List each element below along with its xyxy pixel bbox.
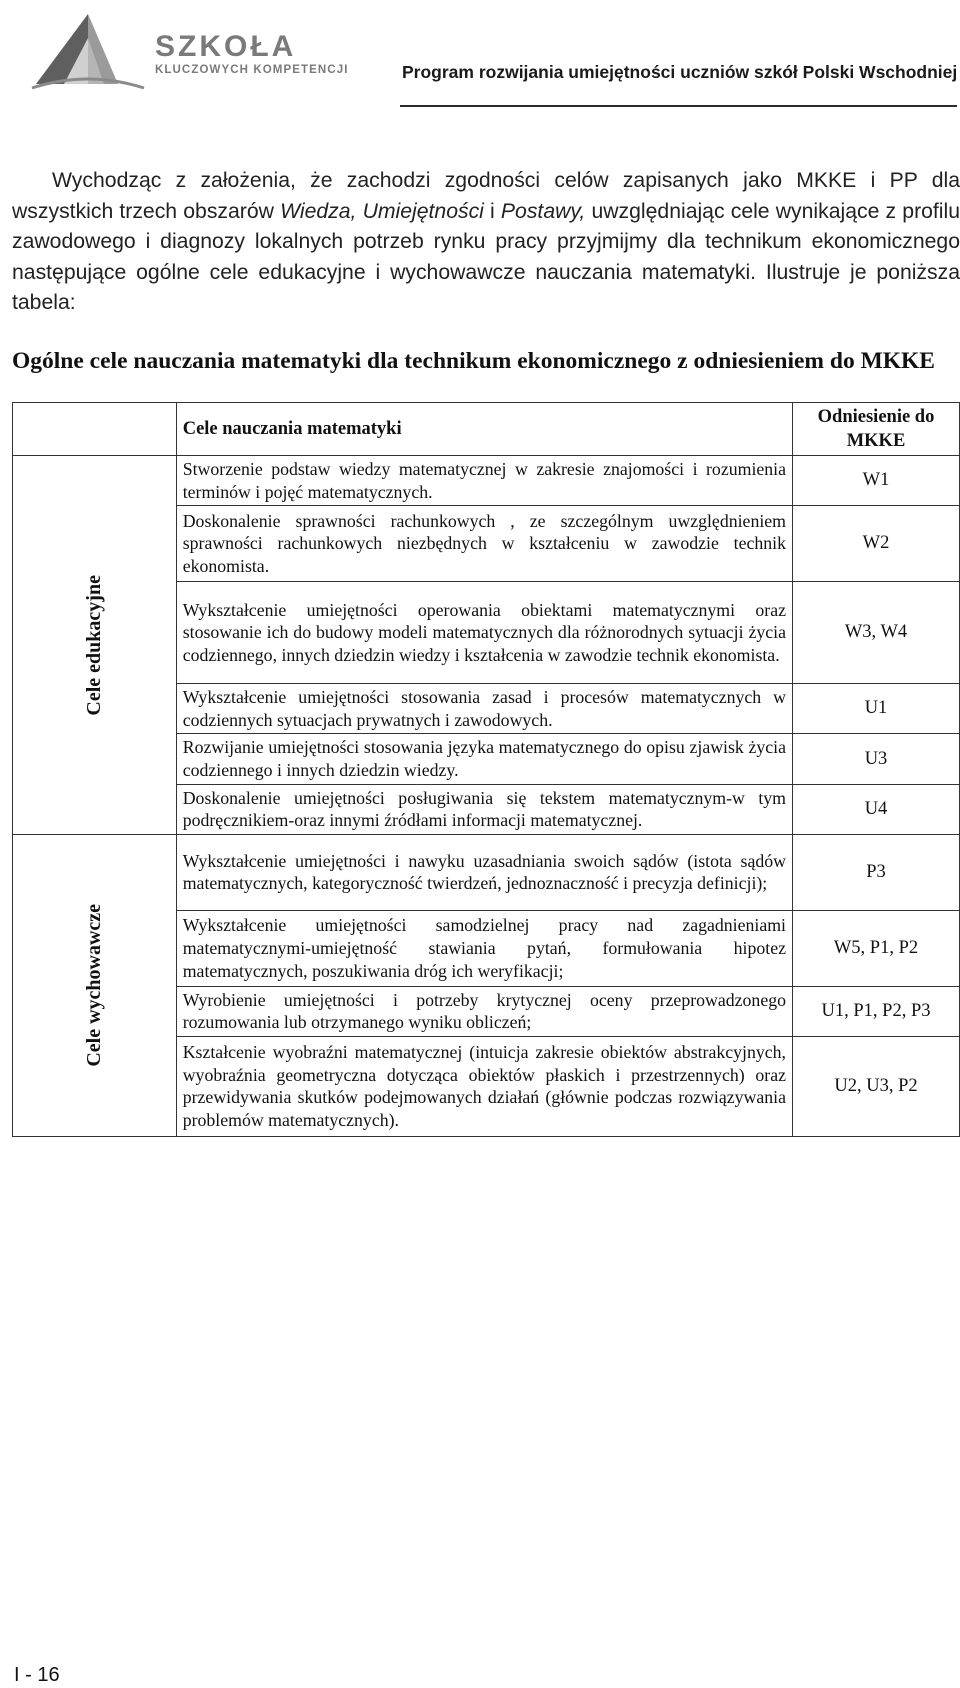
intro-and: i	[483, 199, 501, 223]
row-text: Wyrobienie umiejętności i potrzeby krytycznej oceny przeprowadzonego rozumowania lub otrzymanego wyniku obliczeń;	[176, 986, 792, 1036]
row-text: Stworzenie podstaw wiedzy matematycznej w zakresie znajomości i rozumienia terminów i pojęć matematycznych.	[176, 456, 792, 506]
header-divider	[400, 105, 957, 107]
row-ref: W3, W4	[793, 582, 960, 684]
row-ref: U1	[793, 684, 960, 734]
row-ref: U4	[793, 784, 960, 834]
intro-text-part1: Wychodząc z założenia, że zachodzi zgodności celów zapisanych jako MKKE i PP dla wszystkich trzech obszarów	[12, 169, 960, 223]
row-text: Doskonalenie umiejętności posługiwania się tekstem matematycznym-w tym podręcznikiem-oraz innymi źródłami informacji matematycznej.	[176, 784, 792, 834]
table-row	[13, 456, 960, 506]
table-title: Ogólne cele nauczania matematyki dla technikum ekonomicznego z odniesieniem do MKKE	[12, 348, 935, 374]
program-name: Program rozwijania umiejętności uczniów szkół Polski Wschodniej	[402, 62, 958, 82]
row-ref: W1	[793, 456, 960, 506]
row-ref: P3	[793, 834, 960, 910]
group-edu-label: Cele edukacyjne	[83, 574, 106, 716]
group-upb-cell	[13, 834, 177, 1136]
header-ref: Odniesienie do MKKE	[793, 403, 960, 456]
goals-table	[12, 402, 960, 1137]
logo-title: SZKOŁA	[155, 30, 297, 63]
intro-areas: Wiedza, Umiejętności	[280, 199, 484, 223]
row-ref: U1, P1, P2, P3	[793, 986, 960, 1036]
table-corner-cell	[13, 403, 177, 456]
table-header-row	[13, 403, 960, 456]
row-ref: U3	[793, 734, 960, 784]
logo-subtitle: KLUCZOWYCH KOMPETENCJI	[155, 64, 349, 76]
intro-paragraph	[12, 166, 960, 319]
table-row	[13, 834, 960, 910]
row-text: Doskonalenie sprawności rachunkowych , ze szczególnym uwzględnieniem sprawności rachunkowych niezbędnych w kształceniu w zawodzie technik ekonomista.	[176, 506, 792, 582]
intro-last-area: Postawy,	[500, 199, 586, 223]
page-header	[0, 0, 960, 112]
row-ref: U2, U3, P2	[793, 1036, 960, 1136]
row-text: Rozwijanie umiejętności stosowania języka matematycznego do opisu zjawisk życia codziennego i innych dziedzin wiedzy.	[176, 734, 792, 784]
group-edu-cell	[13, 456, 177, 835]
logo-graphic-icon	[28, 8, 148, 94]
page-number: I - 16	[14, 1664, 60, 1686]
row-text: Wykształcenie umiejętności samodzielnej pracy nad zagadnieniami matematycznymi-umiejętność stawiania pytań, formułowania hipotez matematycznych, poszukiwania dróg ich weryfikacji;	[176, 910, 792, 986]
school-logo	[28, 8, 388, 94]
row-text: Wykształcenie umiejętności stosowania zasad i procesów matematycznych w codziennych sytuacjach prywatnych i zawodowych.	[176, 684, 792, 734]
row-ref: W2	[793, 506, 960, 582]
intro-text-part2: uwzględniając cele wynikające z profilu zawodowego i diagnozy lokalnych potrzeb rynku pracy przyjmijmy dla technikum ekonomicznego następujące ogólne cele edukacyjne i wychowawcze nauczania matematyki. Ilustruje je poniższa tabela:	[12, 199, 960, 314]
group-upb-label: Cele wychowawcze	[83, 903, 106, 1067]
header-goals: Cele nauczania matematyki	[176, 403, 792, 456]
row-text: Kształcenie wyobraźni matematycznej (intuicja zakresie obiektów abstrakcyjnych, wyobraźnia geometryczna dotycząca obiektów płaskich i przestrzennych) oraz przewidywania skutków podejmowanych działań (głównie podczas rozwiązywania problemów matematycznych).	[176, 1036, 792, 1136]
row-ref: W5, P1, P2	[793, 910, 960, 986]
row-text: Wykształcenie umiejętności operowania obiektami matematycznymi oraz stosowanie ich do budowy modeli matematycznych dla różnorodnych sytuacji życia codziennego, innych dziedzin wiedzy i kształcenia w zawodzie technik ekonomista.	[176, 582, 792, 684]
row-text: Wykształcenie umiejętności i nawyku uzasadniania swoich sądów (istota sądów matematycznych, kategoryczność twierdzeń, jednoznaczność i precyzja definicji);	[176, 834, 792, 910]
